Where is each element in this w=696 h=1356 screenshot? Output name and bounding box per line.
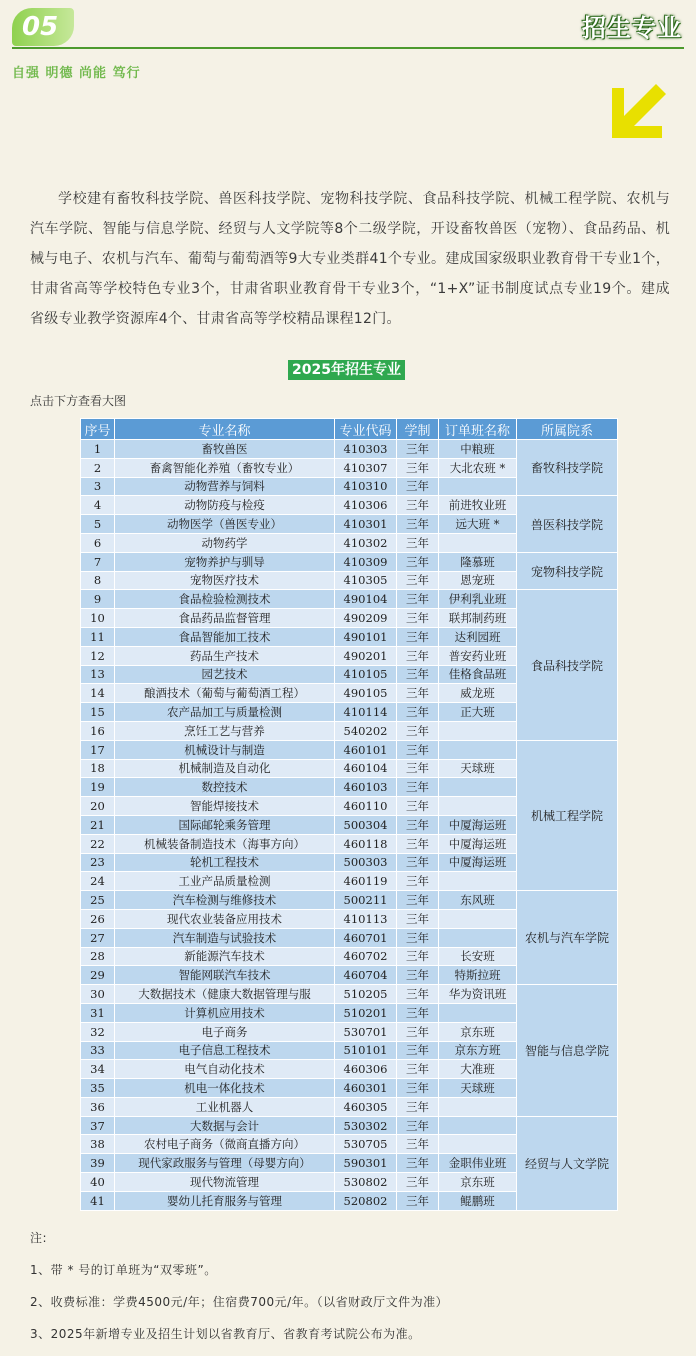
note-item: 3、2025年新增专业及招生计划以省教育厅、省教育考试院公布为准。 [30, 1327, 421, 1341]
cell-major-name: 烹饪工艺与营养 [115, 721, 335, 740]
cell-duration: 三年 [397, 872, 439, 891]
cell-index: 5 [81, 515, 115, 534]
cell-major-name: 宠物医疗技术 [115, 571, 335, 590]
header-department: 所属院系 [517, 419, 618, 440]
cell-major-name: 机械装备制造技术（海事方向） [115, 834, 335, 853]
cell-index: 36 [81, 1097, 115, 1116]
cell-index: 12 [81, 646, 115, 665]
cell-duration: 三年 [397, 721, 439, 740]
cell-major-code: 410305 [335, 571, 397, 590]
header-major-code: 专业代码 [335, 419, 397, 440]
cell-major-name: 现代农业装备应用技术 [115, 909, 335, 928]
cell-index: 8 [81, 571, 115, 590]
cell-duration: 三年 [397, 1173, 439, 1192]
table-row [81, 1116, 618, 1135]
cell-duration: 三年 [397, 909, 439, 928]
cell-duration: 三年 [397, 1116, 439, 1135]
cell-order-class: 联邦制药班 [439, 609, 517, 628]
cell-order-class: 天球班 [439, 1079, 517, 1098]
cell-major-code: 460305 [335, 1097, 397, 1116]
cell-major-name: 数控技术 [115, 778, 335, 797]
note-item: 2、收费标准：学费4500元/年；住宿费700元/年。（以省财政厅文件为准） [30, 1295, 449, 1309]
cell-order-class: 金职伟业班 [439, 1154, 517, 1173]
cell-order-class [439, 721, 517, 740]
cell-major-code: 490101 [335, 627, 397, 646]
cell-major-code: 530701 [335, 1022, 397, 1041]
cell-major-code: 410307 [335, 458, 397, 477]
cell-index: 16 [81, 721, 115, 740]
table-row [81, 985, 618, 1004]
cell-order-class [439, 1003, 517, 1022]
cell-order-class: 前进牧业班 [439, 496, 517, 515]
cell-duration: 三年 [397, 627, 439, 646]
cell-major-code: 410302 [335, 533, 397, 552]
cell-index: 27 [81, 928, 115, 947]
cell-index: 32 [81, 1022, 115, 1041]
cell-order-class [439, 928, 517, 947]
header-index: 序号 [81, 419, 115, 440]
cell-index: 1 [81, 440, 115, 459]
cell-index: 33 [81, 1041, 115, 1060]
cell-index: 35 [81, 1079, 115, 1098]
cell-order-class: 京东班 [439, 1022, 517, 1041]
cell-index: 26 [81, 909, 115, 928]
cell-duration: 三年 [397, 477, 439, 496]
cell-major-name: 机械设计与制造 [115, 740, 335, 759]
cell-index: 18 [81, 759, 115, 778]
cell-duration: 三年 [397, 1154, 439, 1173]
cell-major-code: 410306 [335, 496, 397, 515]
school-motto: 自强 明德 尚能 笃行 [12, 66, 141, 81]
cell-index: 21 [81, 815, 115, 834]
cell-department: 兽医科技学院 [517, 496, 618, 552]
cell-index: 28 [81, 947, 115, 966]
cell-major-name: 酿酒技术（葡萄与葡萄酒工程） [115, 684, 335, 703]
cell-major-name: 药品生产技术 [115, 646, 335, 665]
header-duration: 学制 [397, 419, 439, 440]
cell-duration: 三年 [397, 440, 439, 459]
cell-index: 31 [81, 1003, 115, 1022]
table-body [81, 440, 618, 1211]
cell-major-name: 国际邮轮乘务管理 [115, 815, 335, 834]
cell-order-class: 中厦海运班 [439, 834, 517, 853]
cell-major-code: 410113 [335, 909, 397, 928]
cell-order-class: 鲲鹏班 [439, 1191, 517, 1210]
cell-major-name: 宠物养护与驯导 [115, 552, 335, 571]
cell-order-class [439, 1135, 517, 1154]
cell-order-class: 华为资讯班 [439, 985, 517, 1004]
cell-duration: 三年 [397, 815, 439, 834]
cell-major-code: 510205 [335, 985, 397, 1004]
cell-duration: 三年 [397, 609, 439, 628]
section-number-badge: 05 [12, 8, 74, 46]
cell-major-code: 460306 [335, 1060, 397, 1079]
cell-major-name: 大数据技术（健康大数据管理与服 [115, 985, 335, 1004]
notes-section [30, 1228, 448, 1356]
cell-major-name: 食品检验检测技术 [115, 590, 335, 609]
cell-major-name: 畜禽智能化养殖（畜牧专业） [115, 458, 335, 477]
cell-index: 37 [81, 1116, 115, 1135]
cell-major-name: 机械制造及自动化 [115, 759, 335, 778]
cell-order-class: 伊利乳业班 [439, 590, 517, 609]
cell-major-name: 食品药品监督管理 [115, 609, 335, 628]
cell-major-code: 460704 [335, 966, 397, 985]
cell-duration: 三年 [397, 590, 439, 609]
cell-index: 19 [81, 778, 115, 797]
cell-index: 20 [81, 797, 115, 816]
cell-department: 经贸与人文学院 [517, 1116, 618, 1210]
cell-order-class [439, 797, 517, 816]
cell-department: 农机与汽车学院 [517, 891, 618, 985]
cell-major-name: 农村电子商务（微商直播方向） [115, 1135, 335, 1154]
page-title: 招生专业 [582, 14, 682, 42]
cell-duration: 三年 [397, 1003, 439, 1022]
cell-major-name: 工业机器人 [115, 1097, 335, 1116]
cell-major-name: 汽车检测与维修技术 [115, 891, 335, 910]
cell-duration: 三年 [397, 853, 439, 872]
cell-major-name: 智能网联汽车技术 [115, 966, 335, 985]
cell-duration: 三年 [397, 515, 439, 534]
cell-major-code: 490105 [335, 684, 397, 703]
header-order-class: 订单班名称 [439, 419, 517, 440]
cell-index: 17 [81, 740, 115, 759]
cell-major-code: 460119 [335, 872, 397, 891]
cell-major-code: 410310 [335, 477, 397, 496]
cell-index: 6 [81, 533, 115, 552]
page-header [0, 0, 696, 100]
cell-duration: 三年 [397, 458, 439, 477]
cell-index: 7 [81, 552, 115, 571]
cell-major-code: 530705 [335, 1135, 397, 1154]
cell-major-code: 500304 [335, 815, 397, 834]
table-header-row [81, 419, 618, 440]
cell-duration: 三年 [397, 740, 439, 759]
cell-major-code: 490104 [335, 590, 397, 609]
cell-duration: 三年 [397, 985, 439, 1004]
cell-major-code: 490209 [335, 609, 397, 628]
cell-major-name: 现代物流管理 [115, 1173, 335, 1192]
cell-duration: 三年 [397, 966, 439, 985]
cell-index: 3 [81, 477, 115, 496]
cell-major-code: 460701 [335, 928, 397, 947]
cell-major-name: 轮机工程技术 [115, 853, 335, 872]
cell-duration: 三年 [397, 684, 439, 703]
cell-major-name: 现代家政服务与管理（母婴方向） [115, 1154, 335, 1173]
cell-major-name: 婴幼儿托育服务与管理 [115, 1191, 335, 1210]
cell-index: 14 [81, 684, 115, 703]
cell-duration: 三年 [397, 1079, 439, 1098]
cell-duration: 三年 [397, 703, 439, 722]
header-divider [12, 47, 684, 49]
cell-major-code: 520802 [335, 1191, 397, 1210]
cell-order-class [439, 477, 517, 496]
cell-order-class: 正大班 [439, 703, 517, 722]
table-row [81, 440, 618, 459]
cell-order-class: 天球班 [439, 759, 517, 778]
cell-order-class: 中粮班 [439, 440, 517, 459]
cell-order-class [439, 872, 517, 891]
cell-duration: 三年 [397, 947, 439, 966]
cell-major-name: 机电一体化技术 [115, 1079, 335, 1098]
cell-index: 24 [81, 872, 115, 891]
cell-duration: 三年 [397, 1135, 439, 1154]
cell-department: 智能与信息学院 [517, 985, 618, 1117]
cell-duration: 三年 [397, 665, 439, 684]
table-row [81, 552, 618, 571]
table-row [81, 740, 618, 759]
cell-major-code: 510201 [335, 1003, 397, 1022]
cell-major-code: 410114 [335, 703, 397, 722]
cell-order-class: 普安药业班 [439, 646, 517, 665]
cell-major-code: 460702 [335, 947, 397, 966]
cell-major-name: 电子商务 [115, 1022, 335, 1041]
cell-duration: 三年 [397, 1041, 439, 1060]
cell-order-class: 特斯拉班 [439, 966, 517, 985]
cell-order-class [439, 1116, 517, 1135]
cell-order-class: 大准班 [439, 1060, 517, 1079]
cell-department: 畜牧科技学院 [517, 440, 618, 496]
cell-major-code: 410303 [335, 440, 397, 459]
cell-duration: 三年 [397, 797, 439, 816]
table-row [81, 590, 618, 609]
arrow-down-left-icon [612, 84, 670, 142]
cell-major-code: 460110 [335, 797, 397, 816]
cell-major-code: 460118 [335, 834, 397, 853]
cell-index: 40 [81, 1173, 115, 1192]
cell-major-code: 490201 [335, 646, 397, 665]
cell-major-name: 园艺技术 [115, 665, 335, 684]
cell-major-name: 电子信息工程技术 [115, 1041, 335, 1060]
cell-duration: 三年 [397, 778, 439, 797]
cell-major-code: 460103 [335, 778, 397, 797]
cell-major-name: 计算机应用技术 [115, 1003, 335, 1022]
cell-major-code: 530302 [335, 1116, 397, 1135]
cell-order-class [439, 1097, 517, 1116]
cell-major-code: 460101 [335, 740, 397, 759]
cell-index: 4 [81, 496, 115, 515]
cell-major-code: 410105 [335, 665, 397, 684]
cell-duration: 三年 [397, 1060, 439, 1079]
cell-order-class: 京东方班 [439, 1041, 517, 1060]
cell-index: 22 [81, 834, 115, 853]
cell-major-name: 大数据与会计 [115, 1116, 335, 1135]
cell-major-code: 590301 [335, 1154, 397, 1173]
majors-table[interactable] [80, 418, 618, 1211]
cell-order-class [439, 909, 517, 928]
cell-duration: 三年 [397, 891, 439, 910]
cell-major-code: 460104 [335, 759, 397, 778]
cell-major-code: 510101 [335, 1041, 397, 1060]
cell-order-class: 中厦海运班 [439, 815, 517, 834]
cell-order-class: 长安班 [439, 947, 517, 966]
cell-duration: 三年 [397, 834, 439, 853]
cell-index: 23 [81, 853, 115, 872]
cell-order-class: 威龙班 [439, 684, 517, 703]
cell-major-name: 汽车制造与试验技术 [115, 928, 335, 947]
cell-duration: 三年 [397, 646, 439, 665]
cell-order-class: 京东班 [439, 1173, 517, 1192]
cell-major-name: 电气自动化技术 [115, 1060, 335, 1079]
cell-major-name: 动物防疫与检疫 [115, 496, 335, 515]
cell-department: 机械工程学院 [517, 740, 618, 890]
cell-major-name: 畜牧兽医 [115, 440, 335, 459]
cell-duration: 三年 [397, 1097, 439, 1116]
cell-major-code: 530802 [335, 1173, 397, 1192]
table-row [81, 891, 618, 910]
cell-duration: 三年 [397, 552, 439, 571]
cell-major-code: 410309 [335, 552, 397, 571]
cell-major-name: 食品智能加工技术 [115, 627, 335, 646]
cell-index: 15 [81, 703, 115, 722]
cell-index: 39 [81, 1154, 115, 1173]
cell-major-code: 540202 [335, 721, 397, 740]
cell-duration: 三年 [397, 533, 439, 552]
cell-duration: 三年 [397, 1022, 439, 1041]
cell-order-class [439, 533, 517, 552]
cell-order-class: 恩宠班 [439, 571, 517, 590]
cell-duration: 三年 [397, 928, 439, 947]
cell-order-class: 隆慕班 [439, 552, 517, 571]
cell-major-code: 500303 [335, 853, 397, 872]
cell-order-class: 远大班 * [439, 515, 517, 534]
cell-major-name: 动物药学 [115, 533, 335, 552]
cell-major-name: 智能焊接技术 [115, 797, 335, 816]
cell-major-name: 新能源汽车技术 [115, 947, 335, 966]
cell-order-class: 东风班 [439, 891, 517, 910]
cell-index: 2 [81, 458, 115, 477]
cell-major-code: 410301 [335, 515, 397, 534]
cell-duration: 三年 [397, 1191, 439, 1210]
cell-department: 宠物科技学院 [517, 552, 618, 590]
notes-label: 注: [30, 1231, 48, 1245]
cell-index: 9 [81, 590, 115, 609]
cell-index: 13 [81, 665, 115, 684]
cell-major-name: 动物营养与饲料 [115, 477, 335, 496]
cell-major-name: 农产品加工与质量检测 [115, 703, 335, 722]
cell-duration: 三年 [397, 496, 439, 515]
cell-major-code: 500211 [335, 891, 397, 910]
intro-paragraph: 学校建有畜牧科技学院、兽医科技学院、宠物科技学院、食品科技学院、机械工程学院、农机与汽车学院、智能与信息学院、经贸与人文学院等8个二级学院，开设畜牧兽医（宠物）、食品药品、机械与电子、农机与汽车、葡萄与葡萄酒等9大专业类群41个专业。建成国家级职业教育骨干专业1个，甘肃省高等学校特色专业3个，甘肃省职业教育骨干专业3个，“1+X”证书制度试点专业19个。建成省级专业教学资源库4个、甘肃省高等学校精品课程12门。 [30, 191, 670, 327]
cell-order-class: 中厦海运班 [439, 853, 517, 872]
cell-index: 38 [81, 1135, 115, 1154]
table-row [81, 496, 618, 515]
cell-major-name: 工业产品质量检测 [115, 872, 335, 891]
cell-major-name: 动物医学（兽医专业） [115, 515, 335, 534]
cell-department: 食品科技学院 [517, 590, 618, 740]
cell-major-code: 460301 [335, 1079, 397, 1098]
cell-index: 11 [81, 627, 115, 646]
cell-duration: 三年 [397, 571, 439, 590]
cell-index: 30 [81, 985, 115, 1004]
cell-order-class [439, 778, 517, 797]
cell-order-class: 达利园班 [439, 627, 517, 646]
note-item: 1、带 * 号的订单班为“双零班”。 [30, 1263, 217, 1277]
cell-order-class: 大北农班 * [439, 458, 517, 477]
cell-order-class: 佳格食品班 [439, 665, 517, 684]
cell-index: 10 [81, 609, 115, 628]
cell-index: 25 [81, 891, 115, 910]
cell-index: 29 [81, 966, 115, 985]
section-title: 2025年招生专业 [288, 360, 405, 380]
header-major-name: 专业名称 [115, 419, 335, 440]
cell-index: 41 [81, 1191, 115, 1210]
cell-duration: 三年 [397, 759, 439, 778]
click-hint: 点击下方查看大图 [30, 394, 127, 408]
cell-index: 34 [81, 1060, 115, 1079]
cell-order-class [439, 740, 517, 759]
